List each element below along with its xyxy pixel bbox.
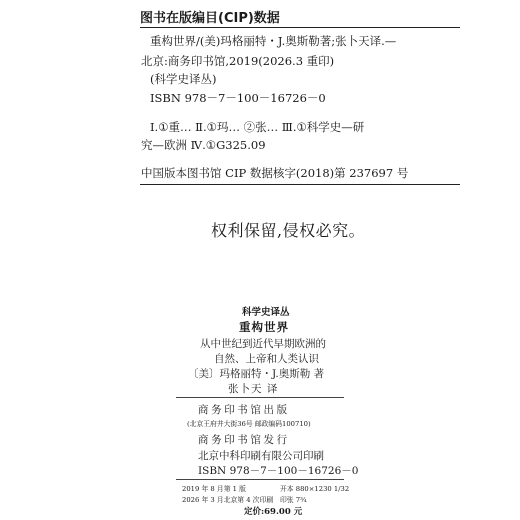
- printing-info: 2026 年 3 月北京第 4 次印刷: [182, 496, 274, 504]
- edition-info: 2019 年 8 月第 1 版: [182, 485, 246, 493]
- cip-line: (科学史译丛): [150, 72, 217, 86]
- printer: 北京中科印刷有限公司印刷: [198, 450, 324, 462]
- publisher-address: (北京王府井大街36号 邮政编码100710): [187, 420, 311, 428]
- cip-bottom-rule: [140, 184, 460, 185]
- cip-classification: 究—欧洲 Ⅳ.①G325.09: [141, 138, 266, 152]
- sheets-info: 印张 7¾: [280, 496, 307, 504]
- rights-statement: 权利保留,侵权必究。: [211, 221, 366, 240]
- publisher: 商务印书馆出版: [198, 404, 290, 416]
- book-subtitle: 从中世纪到近代早期欧洲的: [200, 338, 326, 350]
- translator: 张卜天 译: [228, 383, 279, 395]
- cip-core-data-number: 中国版本图书馆 CIP 数据核字(2018)第 237697 号: [141, 166, 409, 180]
- authors: 〔美〕玛格丽特・J.奥斯勒 著: [188, 368, 325, 380]
- divider: [176, 479, 344, 480]
- distributor: 商务印书馆发行: [198, 434, 290, 446]
- price: 定价:69.00 元: [244, 507, 303, 517]
- cip-heading: 图书在版编目(CIP)数据: [140, 11, 280, 26]
- cip-isbn: ISBN 978－7－100－16726－0: [150, 91, 326, 105]
- format-info: 开本 880×1230 1/32: [280, 485, 350, 493]
- isbn: ISBN 978－7－100－16726－0: [198, 465, 359, 477]
- divider: [176, 397, 344, 398]
- cip-top-rule: [140, 27, 460, 28]
- book-subtitle: 自然、上帝和人类认识: [214, 353, 319, 365]
- series-name: 科学史译丛: [242, 307, 290, 318]
- cip-classification: Ⅰ.①重… Ⅱ.①玛… ②张… Ⅲ.①科学史—研: [150, 120, 365, 134]
- book-title: 重构世界: [239, 320, 289, 334]
- cip-line: 北京:商务印书馆,2019(2026.3 重印): [141, 54, 335, 68]
- cip-line: 重构世界/(美)玛格丽特・J.奥斯勒著;张卜天译.—: [150, 34, 397, 48]
